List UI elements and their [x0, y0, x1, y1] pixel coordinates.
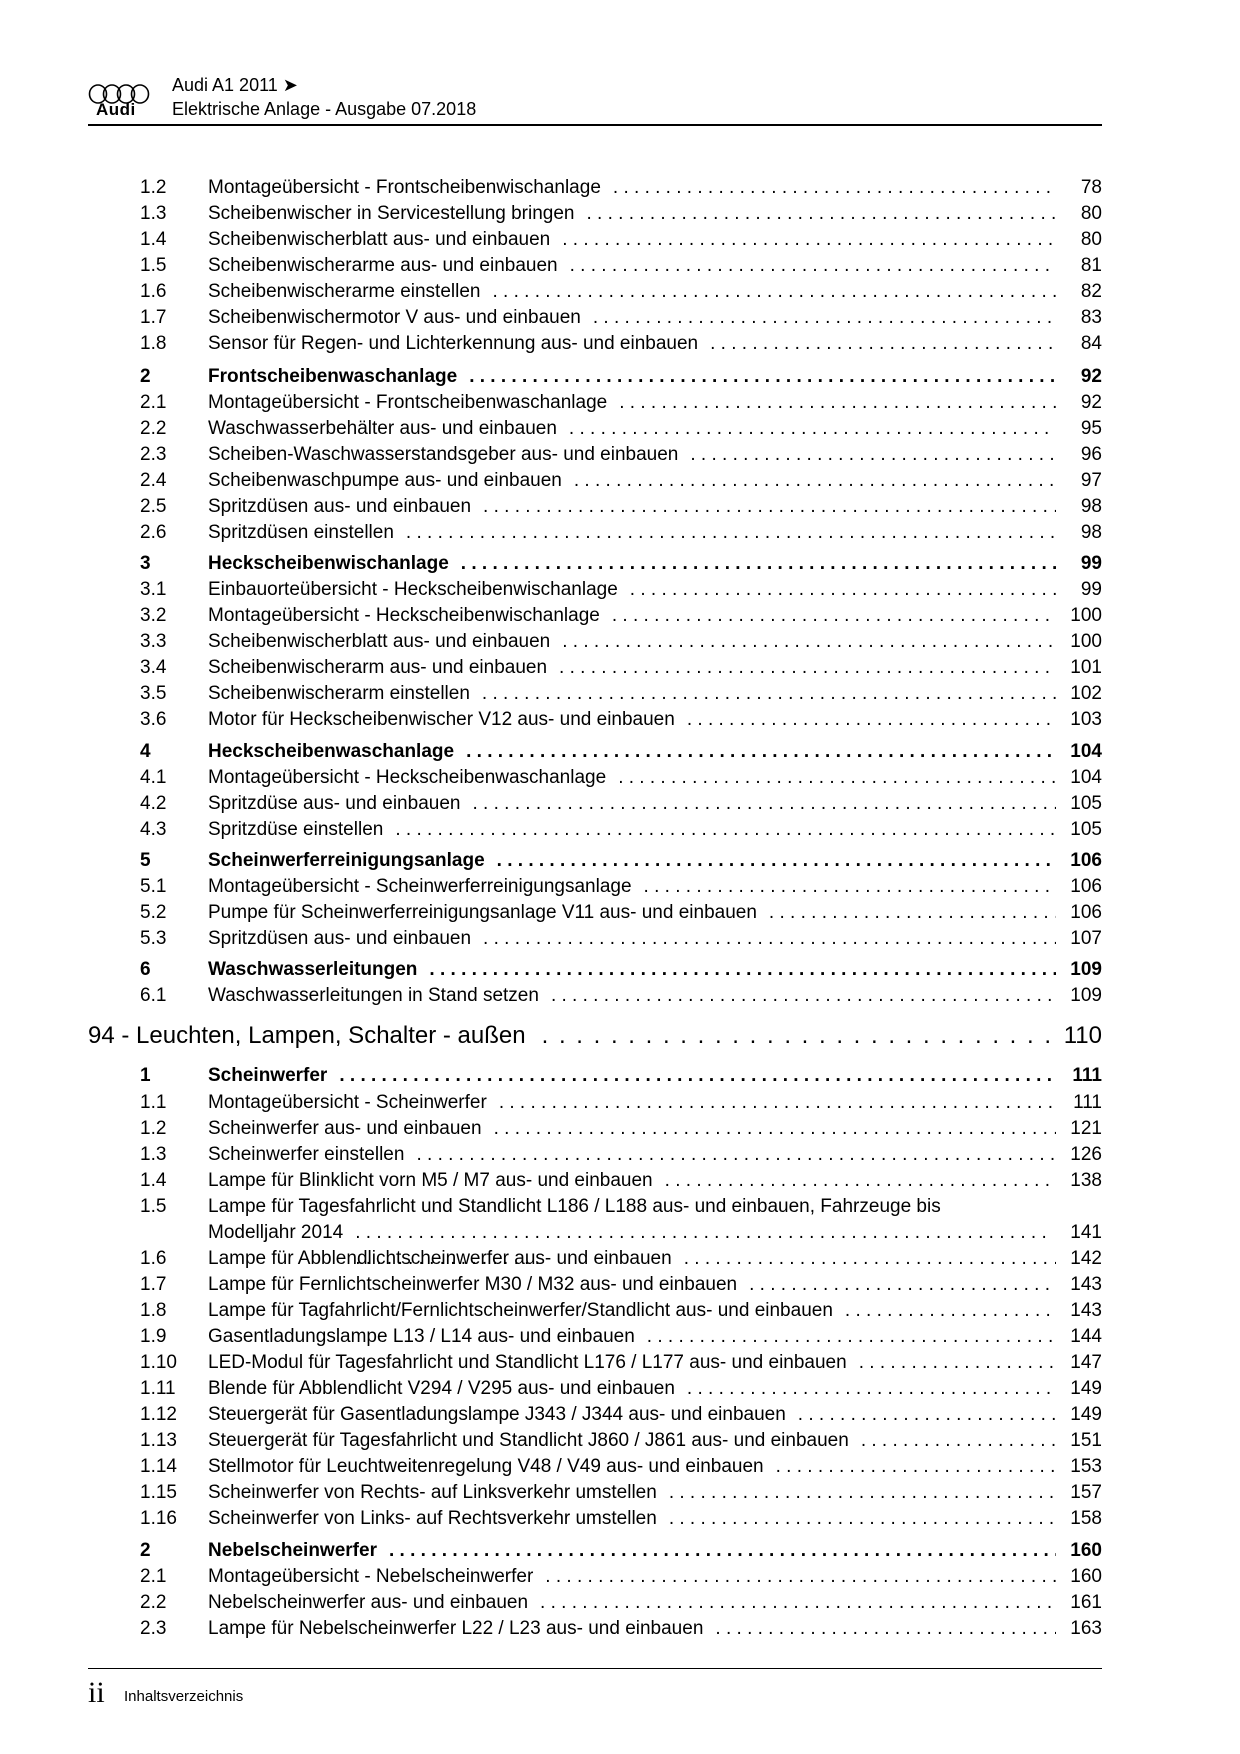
- toc-entry-title: Scheibenwischerarm einstellen: [208, 683, 470, 704]
- toc-entry-number: 2.3: [140, 444, 167, 465]
- toc-leader-dots: [562, 227, 1056, 253]
- toc-entry-title: Montageübersicht - Scheinwerfer: [208, 1092, 487, 1113]
- toc-leader-dots: [647, 1324, 1056, 1350]
- toc-entry-title: Einbauorteübersicht - Heckscheibenwischanlage: [208, 579, 618, 600]
- toc-entry-page: 160: [1070, 1566, 1102, 1587]
- toc-entry-title: Pumpe für Scheinwerferreinigungsanlage V11 aus- und einbauen: [208, 902, 757, 923]
- footer-rule: [88, 1668, 1102, 1669]
- toc-leader-dots: [472, 791, 1056, 817]
- toc-leader-dots: [494, 1116, 1056, 1142]
- toc-entry-page: 99: [1080, 553, 1102, 574]
- toc-entry-number: 1.1: [140, 1092, 167, 1113]
- toc-entry-page: 158: [1070, 1508, 1102, 1529]
- toc-entry-page: 149: [1070, 1378, 1102, 1399]
- toc-entry-number: 1.13: [140, 1430, 177, 1451]
- toc-leader-dots: [395, 817, 1056, 843]
- toc-entry-number: 1.15: [140, 1482, 177, 1503]
- toc-entry-title: Lampe für Fernlichtscheinwerfer M30 / M32 aus- und einbauen: [208, 1274, 738, 1295]
- toc-leader-dots: [684, 1246, 1056, 1272]
- toc-entry-page: 97: [1080, 470, 1102, 491]
- toc-leader-dots: [492, 279, 1056, 305]
- toc-entry-title: Montageübersicht - Heckscheibenwaschanlage: [208, 767, 607, 788]
- toc-entry-title: Scheibenwaschpumpe aus- und einbauen: [208, 470, 562, 491]
- toc-entry-number: 4.1: [140, 767, 167, 788]
- toc-leader-dots: [569, 416, 1056, 442]
- toc-entry-title: Scheibenwischerblatt aus- und einbauen: [208, 631, 551, 652]
- toc-entry-title: Heckscheibenwischanlage: [208, 553, 449, 574]
- toc-leader-dots: [798, 1402, 1056, 1428]
- toc-entry-title: Scheibenwischerblatt aus- und einbauen: [208, 229, 551, 250]
- toc-leader-dots: [551, 983, 1056, 1009]
- toc-entry-number: 1.3: [140, 1144, 167, 1165]
- toc-entry-number: 3.2: [140, 605, 167, 626]
- toc-entry-page: 121: [1070, 1118, 1102, 1139]
- toc-entry-number: 2.2: [140, 1592, 167, 1613]
- toc-entry-page: 111: [1073, 1092, 1102, 1113]
- toc-entry-title: Waschwasserleitungen: [208, 959, 418, 980]
- toc-entry-title: Sensor für Regen- und Lichterkennung aus- und einbauen: [208, 333, 699, 354]
- toc-entry-title: Montageübersicht - Frontscheibenwaschanlage: [208, 392, 608, 413]
- toc-leader-dots: [497, 848, 1056, 874]
- toc-leader-dots: [769, 900, 1056, 926]
- toc-entry-number: 2: [140, 1540, 151, 1561]
- toc-entry-number: 2.5: [140, 496, 167, 517]
- toc-leader-dots: [482, 681, 1056, 707]
- toc-entry-title: Lampe für Tagesfahrlicht und Standlicht L186 / L188 aus- und einbauen, Fahrzeuge bis: [208, 1196, 941, 1217]
- toc-entry-title: Heckscheibenwaschanlage: [208, 741, 455, 762]
- toc-entry-title-cont: Modelljahr 2014: [208, 1222, 344, 1243]
- toc-entry-page: 103: [1070, 709, 1102, 730]
- toc-entry-number: 2.1: [140, 1566, 167, 1587]
- toc-entry-page: 109: [1070, 959, 1102, 980]
- toc-entry-title: Montageübersicht - Scheinwerferreinigungsanlage: [208, 876, 632, 897]
- toc-entry-page: 142: [1070, 1248, 1102, 1269]
- toc-entry-number: 1: [140, 1065, 151, 1086]
- toc-leader-dots: [776, 1454, 1056, 1480]
- toc-leader-dots: [644, 874, 1056, 900]
- toc-entry-title: Steuergerät für Tagesfahrlicht und Standlicht J860 / J861 aus- und einbauen: [208, 1430, 849, 1451]
- toc-entry-page: 109: [1070, 985, 1102, 1006]
- toc-entry-number: 1.5: [140, 1196, 167, 1217]
- toc-entry-title: Scheinwerfer von Links- auf Rechtsverkehr umstellen: [208, 1508, 657, 1529]
- toc-leader-dots: [570, 253, 1056, 279]
- toc-leader-dots: [469, 364, 1056, 390]
- toc-entry-number: 1.14: [140, 1456, 177, 1477]
- toc-entry-title: Lampe für Blinklicht vorn M5 / M7 aus- und einbauen: [208, 1170, 653, 1191]
- toc-entry-number: 3.6: [140, 709, 167, 730]
- toc-entry-page: 78: [1080, 177, 1102, 198]
- toc-entry-page: 98: [1080, 522, 1102, 543]
- toc-leader-dots: [416, 1142, 1056, 1168]
- toc-leader-dots: [630, 577, 1056, 603]
- toc-entry-number: 2: [140, 366, 151, 387]
- toc-entry-number: 3.3: [140, 631, 167, 652]
- toc-entry-title: Lampe für Abblendlichtscheinwerfer aus- und einbauen: [208, 1248, 672, 1269]
- toc-leader-dots: [690, 442, 1056, 468]
- toc-entry-number: 3: [140, 553, 151, 574]
- toc-entry-number: 2.4: [140, 470, 167, 491]
- toc-entry-page: 151: [1070, 1430, 1102, 1451]
- toc-leader-dots: [586, 201, 1056, 227]
- toc-leader-dots: [612, 603, 1056, 629]
- toc-entry-page: 81: [1080, 255, 1102, 276]
- toc-entry-number: 3.4: [140, 657, 167, 678]
- toc-entry-title: Scheinwerfer: [208, 1065, 328, 1086]
- toc-entry-number: 1.8: [140, 333, 167, 354]
- toc-entry-title: Blende für Abblendlicht V294 / V295 aus- und einbauen: [208, 1378, 675, 1399]
- chapter-page: 110: [1063, 1022, 1102, 1049]
- toc-entry-number: 1.10: [140, 1352, 177, 1373]
- toc-leader-dots: [483, 926, 1056, 952]
- toc-entry-title: Spritzdüsen aus- und einbauen: [208, 928, 472, 949]
- toc-entry-title: Gasentladungslampe L13 / L14 aus- und einbauen: [208, 1326, 635, 1347]
- toc-entry-number: 1.6: [140, 1248, 167, 1269]
- toc-leader-dots: [574, 468, 1056, 494]
- toc-entry-page: 99: [1080, 579, 1102, 600]
- toc-entry-number: 1.12: [140, 1404, 177, 1425]
- toc-entry-title: Scheiben-Waschwasserstandsgeber aus- und einbauen: [208, 444, 679, 465]
- toc-entry-number: 4.2: [140, 793, 167, 814]
- toc-entry-number: 6.1: [140, 985, 167, 1006]
- toc-entry-page: 83: [1080, 307, 1102, 328]
- toc-entry-page: 149: [1070, 1404, 1102, 1425]
- toc-entry-page: 104: [1070, 741, 1102, 762]
- header-rule: [88, 124, 1102, 126]
- toc-leader-dots: [749, 1272, 1056, 1298]
- toc-entry-number: 5.2: [140, 902, 167, 923]
- toc-entry-number: 2.2: [140, 418, 167, 439]
- toc-entry-title: Spritzdüse einstellen: [208, 819, 384, 840]
- toc-leader-dots: [429, 957, 1056, 983]
- toc-entry-number: 1.4: [140, 1170, 167, 1191]
- toc-entry-title: Scheinwerferreinigungsanlage: [208, 850, 485, 871]
- toc-leader-dots: [618, 765, 1056, 791]
- toc-leader-dots: [715, 1616, 1056, 1642]
- toc-entry-title: Spritzdüsen aus- und einbauen: [208, 496, 472, 517]
- toc-entry-page: 95: [1080, 418, 1102, 439]
- toc-entry-page: 157: [1070, 1482, 1102, 1503]
- toc-entry-number: 4: [140, 741, 151, 762]
- toc-entry-page: 141: [1070, 1222, 1102, 1243]
- page-header: [88, 70, 1102, 122]
- toc-entry-number: 5: [140, 850, 151, 871]
- toc-entry-page: 96: [1080, 444, 1102, 465]
- toc-entry-page: 143: [1070, 1300, 1102, 1321]
- toc-entry-title: Waschwasserleitungen in Stand setzen: [208, 985, 539, 1006]
- toc-entry-number: 1.3: [140, 203, 167, 224]
- toc-leader-dots: [461, 551, 1056, 577]
- toc-leader-dots: [499, 1090, 1056, 1116]
- toc-entry-page: 126: [1070, 1144, 1102, 1165]
- toc-leader-dots: [542, 1021, 1056, 1051]
- page-number: ii: [88, 1676, 105, 1709]
- toc-entry-page: 100: [1070, 631, 1102, 652]
- toc-entry-page: 147: [1070, 1352, 1102, 1373]
- toc-entry-number: 1.7: [140, 307, 167, 328]
- toc-entry-number: 1.5: [140, 255, 167, 276]
- toc-entry-number: 1.6: [140, 281, 167, 302]
- toc-leader-dots: [339, 1063, 1056, 1089]
- audi-wordmark: Audi: [96, 100, 136, 119]
- toc-entry-page: 105: [1070, 793, 1102, 814]
- toc-leader-dots: [406, 520, 1056, 546]
- toc-entry-number: 1.11: [140, 1378, 176, 1399]
- toc-entry-page: 92: [1080, 392, 1102, 413]
- toc-entry-page: 80: [1080, 203, 1102, 224]
- toc-leader-dots: [687, 1376, 1056, 1402]
- toc-entry-page: 106: [1070, 850, 1102, 871]
- toc-leader-dots: [861, 1428, 1056, 1454]
- toc-entry-number: 2.1: [140, 392, 167, 413]
- footer-label: Inhaltsverzeichnis: [124, 1688, 244, 1705]
- toc-entry-page: 92: [1080, 366, 1102, 387]
- toc-entry-page: 104: [1070, 767, 1102, 788]
- toc-entry-number: 1.2: [140, 1118, 167, 1139]
- toc-entry-number: 1.8: [140, 1300, 167, 1321]
- toc-leader-dots: [669, 1506, 1056, 1532]
- toc-entry-title: Frontscheibenwaschanlage: [208, 366, 458, 387]
- toc-entry-number: 2.3: [140, 1618, 167, 1639]
- toc-leader-dots: [483, 494, 1056, 520]
- toc-entry-number: 2.6: [140, 522, 167, 543]
- header-edition: Elektrische Anlage - Ausgabe 07.2018: [172, 99, 477, 119]
- toc-leader-dots: [859, 1350, 1056, 1376]
- toc-entry-title: Motor für Heckscheibenwischer V12 aus- und einbauen: [208, 709, 675, 730]
- toc-entry-number: 6: [140, 959, 151, 980]
- toc-leader-dots: [389, 1538, 1056, 1564]
- toc-entry-title: Stellmotor für Leuchtweitenregelung V48 / V49 aus- und einbauen: [208, 1456, 764, 1477]
- toc-entry-page: 106: [1070, 876, 1102, 897]
- toc-leader-dots: [845, 1298, 1056, 1324]
- toc-entry-title: Steuergerät für Gasentladungslampe J343 / J344 aus- und einbauen: [208, 1404, 786, 1425]
- toc-entry-title: Waschwasserbehälter aus- und einbauen: [208, 418, 557, 439]
- toc-entry-number: 1.16: [140, 1508, 177, 1529]
- toc-entry-page: 111: [1072, 1065, 1102, 1086]
- toc-leader-dots: [710, 331, 1056, 357]
- toc-leader-dots: [559, 655, 1056, 681]
- toc-entry-page: 143: [1070, 1274, 1102, 1295]
- toc-leader-dots: [669, 1480, 1056, 1506]
- toc-leader-dots: [540, 1590, 1056, 1616]
- toc-entry-number: 3.5: [140, 683, 167, 704]
- toc-entry-page: 161: [1070, 1592, 1102, 1613]
- toc-entry-title: Scheinwerfer einstellen: [208, 1144, 405, 1165]
- toc-entry-page: 82: [1080, 281, 1102, 302]
- toc-entry-title: Montageübersicht - Frontscheibenwischanlage: [208, 177, 601, 198]
- toc-entry-page: 160: [1070, 1540, 1102, 1561]
- toc-entry-title: Scheibenwischer in Servicestellung bringen: [208, 203, 575, 224]
- toc-entry-title: LED-Modul für Tagesfahrlicht und Standlicht L176 / L177 aus- und einbauen: [208, 1352, 847, 1373]
- toc-entry-number: 5.3: [140, 928, 167, 949]
- toc-entry-page: 144: [1070, 1326, 1102, 1347]
- toc-entry-page: 107: [1070, 928, 1102, 949]
- toc-leader-dots: [665, 1168, 1056, 1194]
- toc-entry-number: 5.1: [140, 876, 167, 897]
- toc-entry-title: Montageübersicht - Nebelscheinwerfer: [208, 1566, 534, 1587]
- toc-entry-number: 1.7: [140, 1274, 167, 1295]
- toc-leader-dots: [545, 1564, 1056, 1590]
- toc-entry-number: 3.1: [140, 579, 167, 600]
- toc-entry-page: 102: [1070, 683, 1102, 704]
- toc-leader-dots: [619, 390, 1056, 416]
- toc-leader-dots: [466, 739, 1056, 765]
- toc-entry-page: 98: [1080, 496, 1102, 517]
- toc-entry-title: Scheibenwischerarme aus- und einbauen: [208, 255, 558, 276]
- toc-entry-title: Nebelscheinwerfer aus- und einbauen: [208, 1592, 529, 1613]
- toc-leader-dots: [613, 175, 1056, 201]
- toc-entry-title: Spritzdüse aus- und einbauen: [208, 793, 461, 814]
- toc-leader-dots: [562, 629, 1056, 655]
- toc-entry-number: 4.3: [140, 819, 167, 840]
- toc-entry-title: Scheinwerfer von Rechts- auf Linksverkehr umstellen: [208, 1482, 657, 1503]
- toc-entry-number: 1.9: [140, 1326, 167, 1347]
- toc-entry-page: 163: [1070, 1618, 1102, 1639]
- toc-entry-title: Lampe für Nebelscheinwerfer L22 / L23 aus- und einbauen: [208, 1618, 704, 1639]
- toc-entry-title: Scheibenwischerarme einstellen: [208, 281, 481, 302]
- chapter-title: 94 - Leuchten, Lampen, Schalter - außen: [88, 1022, 526, 1049]
- toc-entry-page: 138: [1070, 1170, 1102, 1191]
- toc-entry-title: Scheinwerfer aus- und einbauen: [208, 1118, 482, 1139]
- toc-entry-page: 80: [1080, 229, 1102, 250]
- toc-entry-title: Lampe für Tagfahrlicht/Fernlichtscheinwerfer/Standlicht aus- und einbauen: [208, 1300, 833, 1321]
- chapter-heading[interactable]: [88, 1021, 1102, 1051]
- toc-entry-page: 84: [1080, 333, 1102, 354]
- toc-entry-page: 106: [1070, 902, 1102, 923]
- toc-entry-title: Scheibenwischerarm aus- und einbauen: [208, 657, 548, 678]
- toc-entry-number: 1.4: [140, 229, 167, 250]
- toc-leader-dots: [687, 707, 1056, 733]
- toc-entry-title: Montageübersicht - Heckscheibenwischanlage: [208, 605, 600, 626]
- toc-entry-page: 100: [1070, 605, 1102, 626]
- toc-entry-number: 1.2: [140, 177, 167, 198]
- toc-entry-page: 101: [1070, 657, 1102, 678]
- toc-leader-dots: [593, 305, 1056, 331]
- toc-entry-page: 153: [1070, 1456, 1102, 1477]
- header-model: Audi A1 2011 ➤: [172, 75, 298, 95]
- toc-entry-title: Scheibenwischermotor V aus- und einbauen: [208, 307, 581, 328]
- toc-entry-page: 105: [1070, 819, 1102, 840]
- toc-entry-title: Nebelscheinwerfer: [208, 1540, 377, 1561]
- toc-entry-title: Spritzdüsen einstellen: [208, 522, 394, 543]
